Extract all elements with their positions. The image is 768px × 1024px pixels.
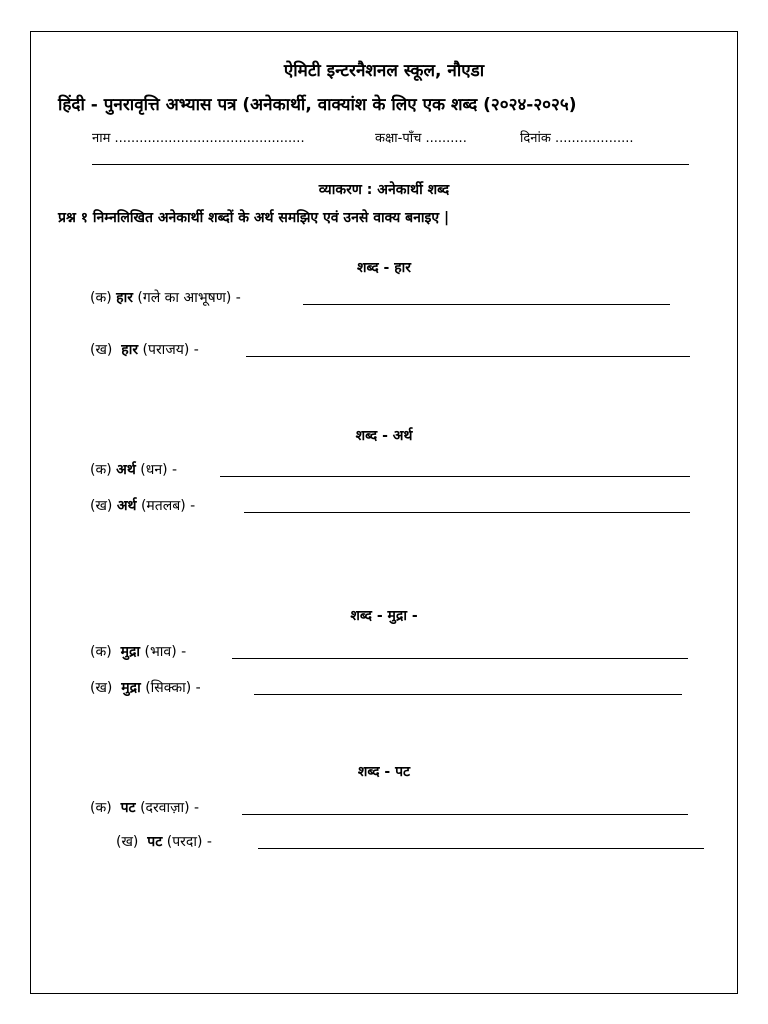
- item-word: पट: [147, 834, 163, 850]
- item-word: अर्थ: [116, 462, 136, 478]
- item-marker: (ख): [90, 498, 113, 514]
- header-divider: [92, 164, 689, 165]
- item-marker: (ख): [90, 680, 113, 696]
- answer-line[interactable]: [303, 304, 670, 305]
- item-meaning: (गले का आभूषण) -: [137, 290, 241, 306]
- item-meaning: (पराजय) -: [142, 342, 199, 358]
- answer-item-label: [90, 288, 241, 307]
- answer-line[interactable]: [244, 512, 690, 513]
- question-text: प्रश्न १ निम्नलिखित अनेकार्थी शब्दों के अर्थ समझिए एवं उनसे वाक्य बनाइए |: [58, 210, 450, 226]
- answer-line[interactable]: [232, 658, 688, 659]
- item-word: हार: [121, 342, 139, 358]
- answer-item-label: [90, 460, 177, 479]
- date-field[interactable]: दिनांक ...................: [520, 131, 634, 146]
- item-word: पट: [120, 800, 136, 816]
- item-marker: (क): [90, 462, 112, 478]
- item-meaning: (धन) -: [140, 462, 178, 478]
- answer-item-label: [116, 832, 212, 851]
- item-word: अर्थ: [116, 498, 137, 514]
- answer-item-label: [90, 340, 199, 359]
- item-meaning: (भाव) -: [144, 644, 187, 660]
- word-heading: शब्द - मुद्रा -: [350, 608, 418, 624]
- item-word: मुद्रा: [121, 680, 141, 696]
- item-word: हार: [116, 290, 133, 306]
- item-meaning: (मतलब) -: [140, 498, 196, 514]
- item-meaning: (सिक्का) -: [145, 680, 201, 696]
- answer-line[interactable]: [246, 356, 690, 357]
- answer-item-label: [90, 496, 195, 515]
- item-marker: (क): [90, 644, 112, 660]
- name-field[interactable]: नाम ..............................................: [92, 131, 305, 146]
- item-marker: (क): [90, 290, 112, 306]
- answer-item-label: [90, 678, 201, 697]
- school-name: ऐमिटी इन्टरनैशनल स्कूल, नौएडा: [283, 61, 485, 81]
- item-marker: (ख): [116, 834, 139, 850]
- answer-line[interactable]: [220, 476, 690, 477]
- item-word: मुद्रा: [120, 644, 141, 660]
- word-heading: शब्द - हार: [357, 260, 411, 276]
- item-marker: (ख): [90, 342, 113, 358]
- answer-item-label: [90, 798, 199, 817]
- answer-line[interactable]: [242, 814, 688, 815]
- item-meaning: (परदा) -: [166, 834, 212, 850]
- answer-line[interactable]: [254, 694, 682, 695]
- word-heading: शब्द - अर्थ: [355, 428, 413, 444]
- worksheet-title: हिंदी - पुनरावृत्ति अभ्यास पत्र (अनेकार्थी, वाक्यांश के लिए एक शब्द (२०२४-२०२५): [58, 95, 577, 115]
- class-field[interactable]: कक्षा-पाँच ..........: [375, 131, 467, 146]
- word-heading: शब्द - पट: [357, 764, 411, 780]
- item-meaning: (दरवाज़ा) -: [140, 800, 200, 816]
- item-marker: (क): [90, 800, 112, 816]
- answer-item-label: [90, 642, 186, 661]
- section-title: व्याकरण : अनेकार्थी शब्द: [318, 182, 450, 198]
- answer-line[interactable]: [258, 848, 704, 849]
